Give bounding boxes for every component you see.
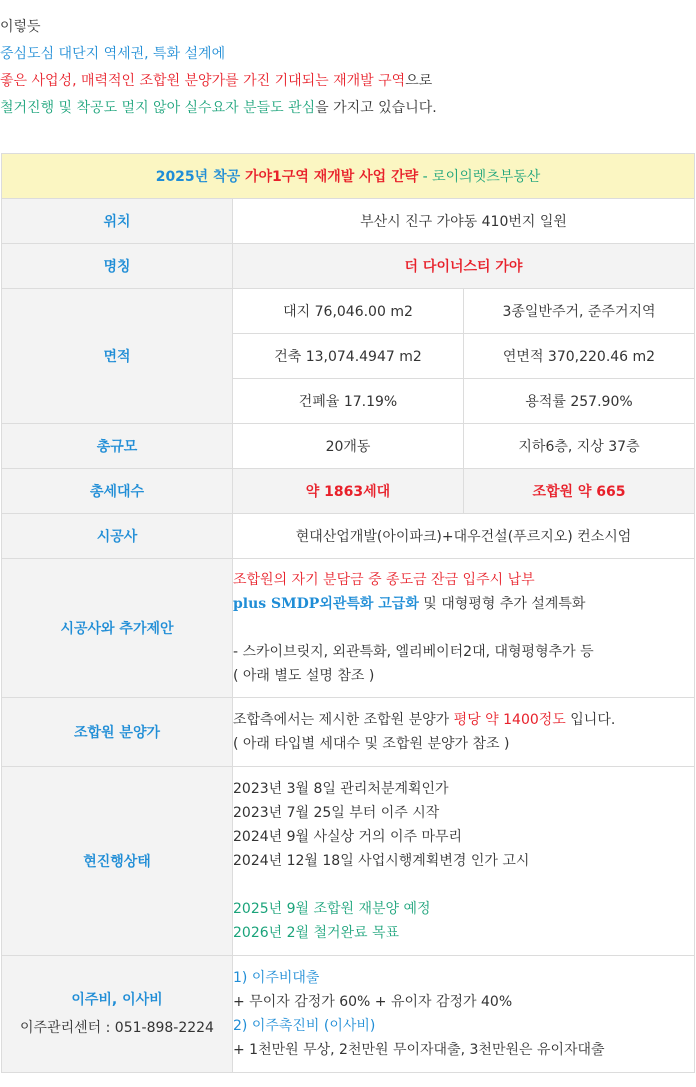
intro-line-1: 이렇듯 xyxy=(0,19,41,35)
proposal-line-1: 조합원의 자기 분담금 중 종도금 잔금 입주시 납부 xyxy=(233,572,535,588)
row-builder xyxy=(2,514,695,559)
area-floor-ratio: 용적률 257.90% xyxy=(464,379,695,424)
area-building: 건축 13,074.4947 m2 xyxy=(233,334,464,379)
row-relocation xyxy=(2,956,695,1073)
status-label: 현진행상태 xyxy=(2,767,233,956)
relocation-line-1: 1) 이주비대출 xyxy=(233,970,320,986)
row-name xyxy=(2,244,695,289)
proposal-value xyxy=(233,559,695,698)
row-scale xyxy=(2,424,695,469)
builder-label: 시공사 xyxy=(2,514,233,559)
status-plan-2: 2026년 2월 철거완료 목표 xyxy=(233,925,400,941)
status-line-4: 2024년 12월 18일 사업시행계획변경 인가 고시 xyxy=(233,853,530,869)
builder-value: 현대산업개발(아이파크)+대우건설(푸르지오) 컨소시엄 xyxy=(233,514,695,559)
proposal-label: 시공사와 추가제안 xyxy=(2,559,233,698)
project-summary-table xyxy=(1,153,695,1073)
status-line-2: 2023년 7월 25일 부터 이주 시작 xyxy=(233,805,440,821)
location-label: 위치 xyxy=(2,199,233,244)
intro-line-4: 철거진행 및 착공도 멀지 않아 실수요자 분들도 관심을 가지고 있습니다. xyxy=(0,100,437,116)
area-zoning: 3종일반주거, 준주거지역 xyxy=(464,289,695,334)
households-label: 총세대수 xyxy=(2,469,233,514)
proposal-line-4: ( 아래 별도 설명 참조 ) xyxy=(233,668,375,684)
intro-line-3: 좋은 사업성, 매력적인 조합원 분양가를 가진 기대되는 재개발 구역으로 xyxy=(0,73,433,89)
scale-buildings: 20개동 xyxy=(233,424,464,469)
proposal-line-3: - 스카이브릿지, 외관특화, 엘리베이터2대, 대형평형추가 등 xyxy=(233,644,594,660)
relocation-line-4: + 1천만원 무상, 2천만원 무이자대출, 3천만원은 유이자대출 xyxy=(233,1042,605,1058)
price-label: 조합원 분양가 xyxy=(2,698,233,767)
status-line-3: 2024년 9월 사실상 거의 이주 마무리 xyxy=(233,829,463,845)
row-households xyxy=(2,469,695,514)
proposal-line-2: plus SMDP외관특화 고급화 및 대형평형 추가 설계특화 xyxy=(233,596,586,612)
relocation-label-cell xyxy=(2,956,233,1073)
households-total: 약 1863세대 xyxy=(233,469,464,514)
price-value xyxy=(233,698,695,767)
status-spacer xyxy=(233,873,694,897)
relocation-center-phone: 이주관리센터 : 051-898-2224 xyxy=(20,1020,214,1036)
intro-line-2: 중심도심 대단지 역세권, 특화 설계에 xyxy=(0,46,226,62)
name-label: 명칭 xyxy=(2,244,233,289)
price-line-2: ( 아래 타입별 세대수 및 조합원 분양가 참조 ) xyxy=(233,736,510,752)
name-value: 더 다이너스티 가야 xyxy=(233,244,695,289)
table-header-row xyxy=(2,154,695,199)
area-gross-floor: 연면적 370,220.46 m2 xyxy=(464,334,695,379)
intro-text xyxy=(0,14,696,122)
status-line-1: 2023년 3월 8일 관리처분계획인가 xyxy=(233,781,449,797)
households-members: 조합원 약 665 xyxy=(464,469,695,514)
row-proposal xyxy=(2,559,695,698)
area-coverage-ratio: 건폐율 17.19% xyxy=(233,379,464,424)
area-land: 대지 76,046.00 m2 xyxy=(233,289,464,334)
price-line-1: 조합측에서는 제시한 조합원 분양가 평당 약 1400정도 입니다. xyxy=(233,712,616,728)
area-label: 면적 xyxy=(2,289,233,424)
scale-label: 총규모 xyxy=(2,424,233,469)
status-value xyxy=(233,767,695,956)
relocation-label: 이주비, 이사비 xyxy=(71,992,163,1008)
scale-floors: 지하6층, 지상 37층 xyxy=(464,424,695,469)
row-area-1 xyxy=(2,289,695,334)
row-status xyxy=(2,767,695,956)
relocation-line-3: 2) 이주촉진비 (이사비) xyxy=(233,1018,376,1034)
row-price xyxy=(2,698,695,767)
table-title: 2025년 착공 가야1구역 재개발 사업 간략 - 로이의렛츠부동산 xyxy=(2,154,695,199)
relocation-value xyxy=(233,956,695,1073)
relocation-line-2: + 무이자 감정가 60% + 유이자 감정가 40% xyxy=(233,994,513,1010)
location-value: 부산시 진구 가야동 410번지 일원 xyxy=(233,199,695,244)
proposal-spacer xyxy=(233,616,694,640)
row-location xyxy=(2,199,695,244)
status-plan-1: 2025년 9월 조합원 재분양 예정 xyxy=(233,901,431,917)
